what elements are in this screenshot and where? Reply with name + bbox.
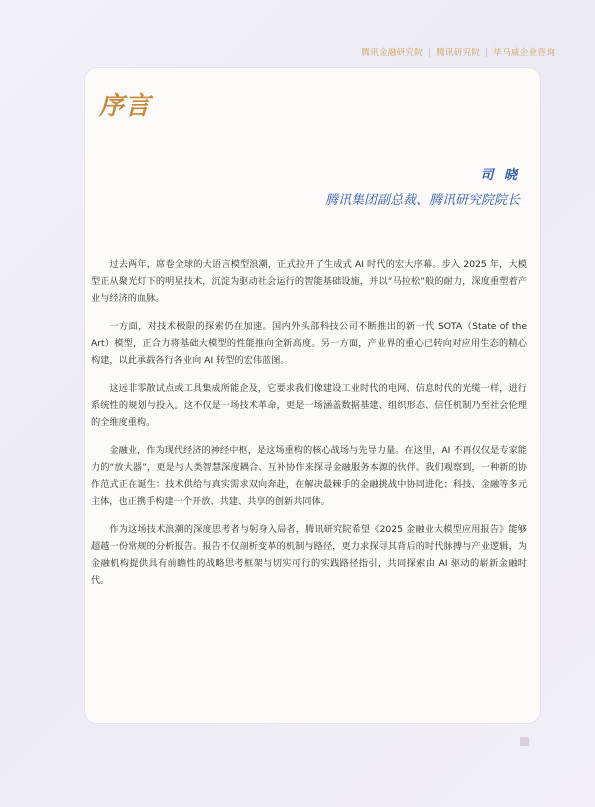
header-item-kpmg: 毕马威企业咨询 <box>493 48 555 58</box>
paragraph-3: 这远非零散试点或工具集成所能企及，它要求我们像建设工业时代的电网、信息时代的光缆一样，进行系统性的规划与投入。这不仅是一场技术革命，更是一场涵盖数据基建、组织形态、信任机制乃至社会伦理的全维度重构。 <box>91 383 527 428</box>
header-item-tencent-research: 腾讯研究院 <box>436 48 481 58</box>
paragraph-2: 一方面，对技术极限的探索仍在加速。国内外头部科技公司不断推出的新一代 SOTA（State of the Art）模型，正合力将基础大模型的性能推向全新高度。另一方面，产业界的重心已转向对应用生态的精心构建，以此承载各行各业向 AI 转型的宏伟蓝图。 <box>91 321 527 366</box>
author-title: 腾讯集团副总裁、腾讯研究院院长 <box>324 193 520 208</box>
preface-body <box>91 256 527 600</box>
paragraph-5: 作为这场技术浪潮的深度思考者与躬身入局者，腾讯研究院希望《2025 金融业大模型应用报告》能够超越一份常规的分析报告。报告不仅剖析变革的机制与路径，更力求探寻其背后的时代脉搏与产业逻辑，为金融机构提供具有前瞻性的战略思考框架与切实可行的实践路径指引，共同探索由 AI 驱动的崭新金融时代。 <box>91 524 527 586</box>
header-nav <box>361 46 555 58</box>
paragraph-1: 过去两年，席卷全球的大语言模型浪潮，正式拉开了生成式 AI 时代的宏大序幕。步入 2025 年，大模型正从聚光灯下的明星技术，沉淀为驱动社会运行的智能基础设施，并以“马拉松”般的耐力，深度重塑着产业与经济的血脉。 <box>91 259 527 304</box>
author-name: 司 晓 <box>480 168 520 183</box>
paragraph-4: 金融业，作为现代经济的神经中枢，是这场重构的核心战场与先导力量。在这里，AI 不再仅仅是专家能力的“放大器”，更是与人类智慧深度耦合、互补协作来探寻金融服务本源的伙伴。我们观察到，一种新的协作范式正在诞生：技术供给与真实需求双向奔赴，在解决最棘手的金融挑战中协同进化；科技、金融等多元主体，也正携手构建一个开放、共建、共享的创新共同体。 <box>91 445 527 507</box>
page-title: 序言 <box>99 91 152 120</box>
header-separator: | <box>428 48 432 58</box>
header-separator: | <box>485 48 489 58</box>
page-marker <box>520 737 529 746</box>
preface-card <box>85 68 540 723</box>
header-item-tencent-finance: 腾讯金融研究院 <box>361 48 424 58</box>
